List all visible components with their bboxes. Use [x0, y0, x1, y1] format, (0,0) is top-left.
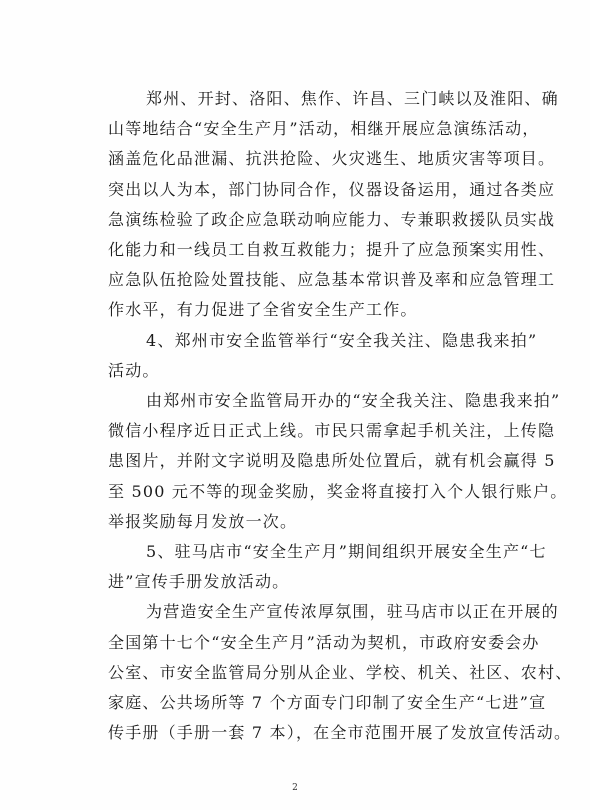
paragraph-line: 突出以人为本，部门协同合作，仪器设备运用，通过各类应 [108, 180, 556, 199]
paragraph-line: 涵盖危化品泄漏、抗洪抢险、火灾逃生、地质灾害等项目。 [108, 149, 556, 168]
paragraph-line: 应急队伍抢险处置技能、应急基本常识普及率和应急管理工 [108, 270, 556, 289]
page-number: 2 [292, 783, 298, 793]
section-heading-line: 进”宣传手册发放活动。 [108, 572, 290, 591]
paragraph-line: 作水平，有力促进了全省安全生产工作。 [108, 300, 418, 319]
paragraph-line: 患图片，并附文字说明及隐患所处位置后，就有机会赢得 5 [108, 451, 556, 470]
paragraph-line: 公室、市安全监管局分别从企业、学校、机关、社区、农村、 [108, 663, 573, 682]
paragraph-line: 为营造安全生产宣传浓厚氛围，驻马店市以正在开展的 [146, 602, 559, 621]
section-heading-line: 4、郑州市安全监管举行“安全我关注、隐患我来拍” [146, 331, 538, 350]
paragraph-line: 至 500 元不等的现金奖励，奖金将直接打入个人银行账户。 [108, 482, 568, 501]
section-heading-line: 活动。 [108, 361, 160, 380]
paragraph-line: 传手册（手册一套 7 本），在全市范围开展了发放宣传活动。 [108, 723, 572, 742]
paragraph-line: 全国第十七个“安全生产月”活动为契机，市政府安委会办 [108, 633, 540, 652]
paragraph-line: 举报奖励每月发放一次。 [108, 512, 298, 531]
paragraph-line: 郑州、开封、洛阳、焦作、许昌、三门峡以及淮阳、确 [146, 89, 559, 108]
paragraph-line: 由郑州市安全监管局开办的“安全我关注、隐患我来拍” [146, 391, 561, 410]
paragraph-line: 山等地结合“安全生产月”活动，相继开展应急演练活动， [108, 119, 540, 138]
paragraph-line: 微信小程序近日正式上线。市民只需拿起手机关注，上传隐 [108, 421, 556, 440]
section-heading-line: 5、驻马店市“安全生产月”期间组织开展安全生产“七 [146, 542, 547, 561]
paragraph-line: 急演练检验了政企应急联动响应能力、专兼职救援队员实战 [108, 210, 556, 229]
paragraph-line: 化能力和一线员工自救互救能力；提升了应急预案实用性、 [108, 240, 556, 259]
paragraph-line: 家庭、公共场所等 7 个方面专门印制了安全生产“七进”宣 [108, 693, 547, 712]
